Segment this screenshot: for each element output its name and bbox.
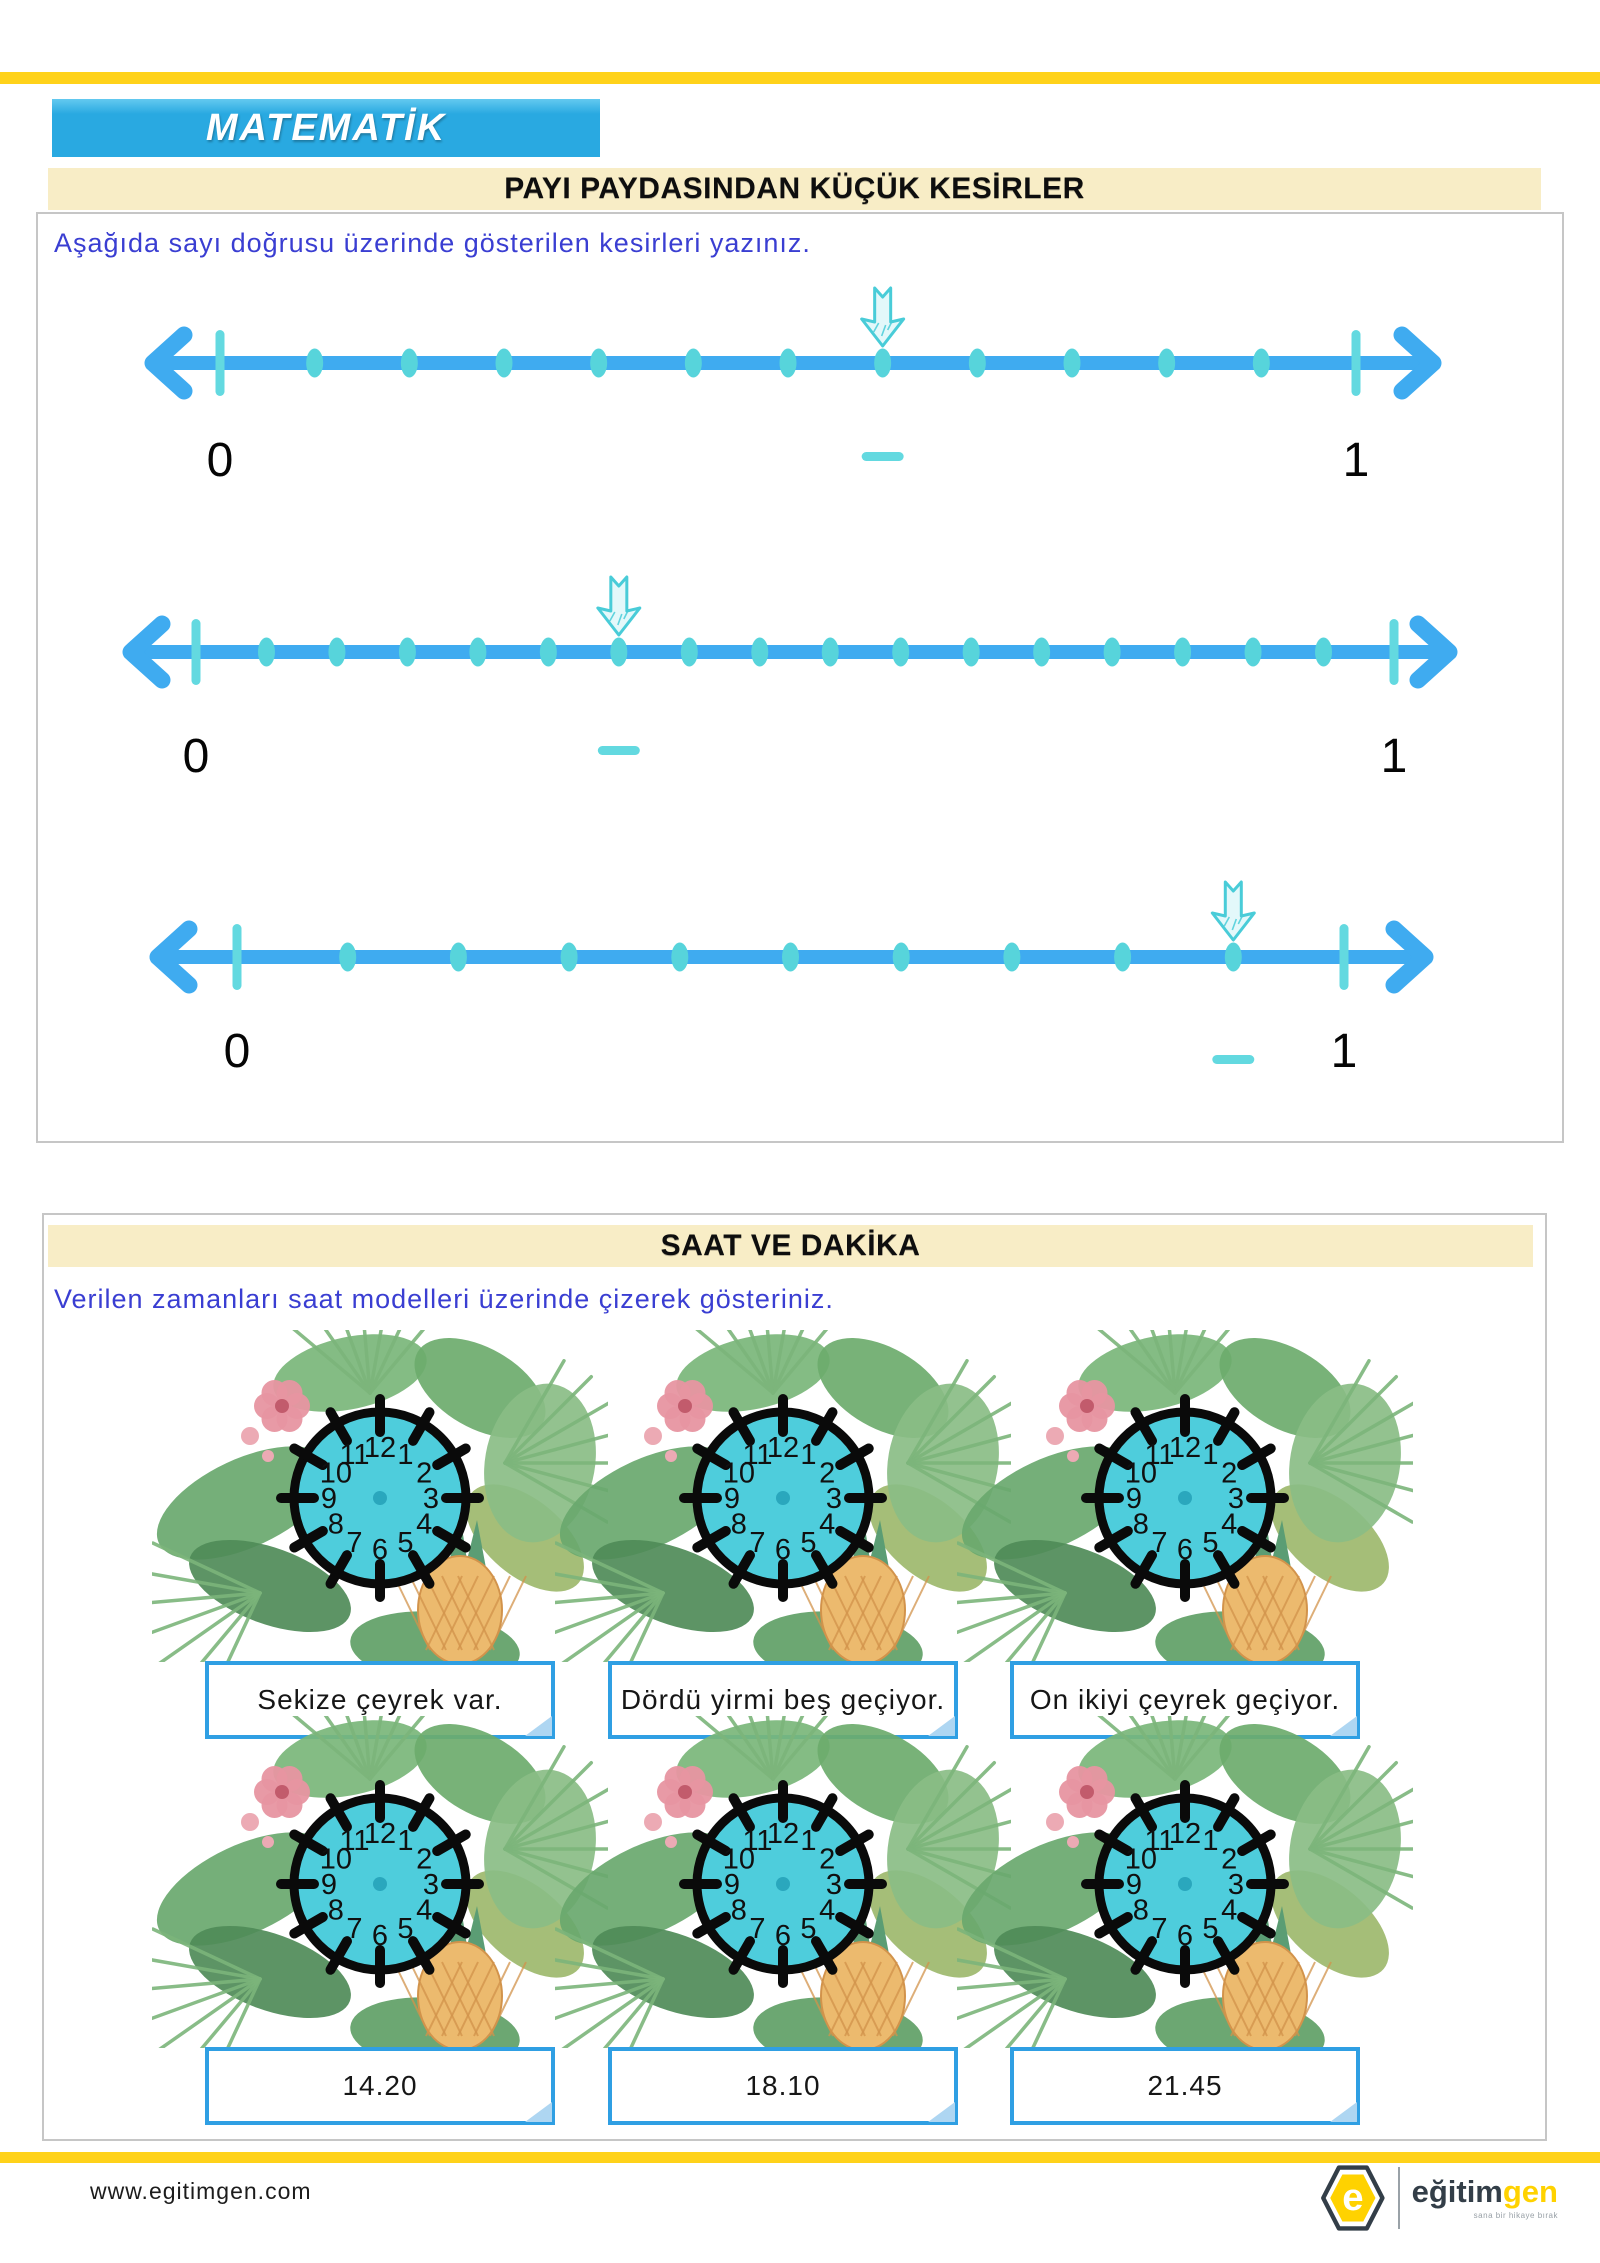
clock-center-dot: [373, 1491, 387, 1505]
clock-card: [957, 1716, 1413, 2128]
clock-number: 2: [416, 1843, 433, 1876]
clock-number: 10: [1124, 1457, 1157, 1490]
clock-number: 11: [339, 1438, 370, 1471]
flower-center-art: [678, 1399, 692, 1413]
clock-number: 1: [1202, 1438, 1219, 1471]
clock-label-text: Sekize çeyrek var.: [257, 1684, 503, 1715]
flower-center-art: [1080, 1399, 1094, 1413]
division-dot: [1033, 638, 1050, 667]
clock-number: 1: [1202, 1824, 1219, 1857]
clock-number: 3: [825, 1483, 843, 1515]
clock-card: [555, 1716, 1011, 2128]
division-dot: [751, 638, 768, 667]
clock-number: 4: [819, 1894, 836, 1927]
subject-badge: [52, 99, 600, 157]
clock-card: [152, 1330, 608, 1742]
division-dot: [450, 943, 467, 972]
clock-illustration: [152, 1330, 608, 1662]
clock-number: 11: [742, 1438, 773, 1471]
clock-number: 1: [800, 1824, 817, 1857]
division-dot: [874, 349, 891, 378]
marker-arrow-icon: [1212, 882, 1254, 940]
clock-number: 12: [363, 1432, 397, 1464]
clock-number: 5: [397, 1527, 414, 1560]
one-label: 1: [1330, 1025, 1358, 1078]
flower-bud-art: [1067, 1450, 1079, 1462]
flower-center-art: [275, 1399, 289, 1413]
one-label: 1: [1380, 730, 1408, 783]
clock-number: 2: [416, 1457, 433, 1490]
flower-bud-art: [241, 1813, 259, 1831]
clock-number: 8: [327, 1894, 344, 1927]
flower-bud-art: [665, 1450, 677, 1462]
clock-number: 7: [749, 1527, 766, 1560]
answer-blank: [1212, 1055, 1254, 1064]
division-dot: [685, 349, 702, 378]
clock-number: 10: [319, 1843, 352, 1876]
division-dot: [610, 638, 627, 667]
division-dot: [258, 638, 275, 667]
clock-number: 3: [1227, 1869, 1245, 1901]
clock-number: 9: [723, 1483, 741, 1515]
clock-number: 1: [800, 1438, 817, 1471]
clock-number: 4: [416, 1508, 433, 1541]
clock-number: 7: [1151, 1913, 1168, 1946]
clock-number: 10: [1124, 1843, 1157, 1876]
clock-illustration: [152, 1716, 608, 2048]
clock-number: 4: [1221, 1508, 1238, 1541]
zero-tick: [192, 619, 201, 685]
clock-number: 7: [1151, 1527, 1168, 1560]
division-dot: [963, 638, 980, 667]
clock-number: 12: [766, 1432, 800, 1464]
clock-center-dot: [776, 1877, 790, 1891]
clock-number: 1: [397, 1438, 414, 1471]
one-label: 1: [1342, 434, 1370, 487]
clock-label-text: 14.20: [342, 2070, 418, 2101]
clock-number: 11: [339, 1824, 370, 1857]
division-dot: [893, 943, 910, 972]
clock-number: 3: [422, 1869, 440, 1901]
division-dot: [401, 349, 418, 378]
clock-number: 5: [1202, 1913, 1219, 1946]
division-dot: [590, 349, 607, 378]
flower-bud-art: [262, 1450, 274, 1462]
time-section-banner: SAAT VE DAKİKA: [48, 1225, 1533, 1267]
clock-label-text: Dördü yirmi beş geçiyor.: [620, 1684, 946, 1715]
logo-word-primary: eğitim: [1411, 2174, 1503, 2209]
logo-monogram-letter: e: [1342, 2176, 1364, 2220]
logo-divider: [1398, 2167, 1400, 2229]
division-dot: [969, 349, 986, 378]
number-line-3: [0, 835, 1600, 1085]
flower-center-art: [678, 1785, 692, 1799]
egitimgen-logo: [1318, 2158, 1558, 2238]
clock-number: 4: [416, 1894, 433, 1927]
flower-center-art: [275, 1785, 289, 1799]
top-yellow-stripe: [0, 72, 1600, 84]
flower-center-art: [1080, 1785, 1094, 1799]
answer-blank: [598, 746, 640, 755]
clock-number: 8: [730, 1508, 747, 1541]
logo-tagline: sana bir hikaye bırak: [1473, 2211, 1558, 2220]
clock-center-dot: [776, 1491, 790, 1505]
clock-label-text: 18.10: [745, 2070, 821, 2101]
flower-bud-art: [1046, 1813, 1064, 1831]
clock-number: 4: [1221, 1894, 1238, 1927]
division-dot: [1225, 943, 1242, 972]
flower-bud-art: [665, 1836, 677, 1848]
clock-number: 6: [371, 1920, 389, 1952]
division-dot: [561, 943, 578, 972]
division-dot: [1104, 638, 1121, 667]
one-tick: [1352, 330, 1361, 396]
division-dot: [780, 349, 797, 378]
clock-center-dot: [1178, 1877, 1192, 1891]
marker-arrow-icon: [862, 288, 904, 346]
division-dot: [540, 638, 557, 667]
fractions-section-banner: PAYI PAYDASINDAN KÜÇÜK KESİRLER: [48, 168, 1541, 210]
clock-label-box: [608, 2047, 958, 2125]
zero-label: 0: [182, 730, 210, 783]
flower-bud-art: [644, 1813, 662, 1831]
clock-number: 7: [346, 1913, 363, 1946]
clock-card: [152, 1716, 608, 2128]
clock-number: 12: [1168, 1432, 1202, 1464]
logo-word-accent: gen: [1502, 2174, 1558, 2209]
division-dot: [1174, 638, 1191, 667]
logo-hexagon-icon: [1318, 2157, 1388, 2239]
clock-number: 9: [723, 1869, 741, 1901]
clock-number: 6: [774, 1534, 792, 1566]
division-dot: [822, 638, 839, 667]
clock-number: 2: [1221, 1843, 1238, 1876]
clock-number: 10: [722, 1457, 755, 1490]
clock-number: 12: [766, 1818, 800, 1850]
division-dot: [1064, 349, 1081, 378]
division-dot: [1158, 349, 1175, 378]
division-dot: [782, 943, 799, 972]
zero-tick: [216, 330, 225, 396]
clock-number: 2: [819, 1843, 836, 1876]
clock-number: 5: [1202, 1527, 1219, 1560]
clock-number: 3: [825, 1869, 843, 1901]
one-tick: [1340, 924, 1349, 990]
division-dot: [328, 638, 345, 667]
division-dot: [1114, 943, 1131, 972]
division-dot: [1315, 638, 1332, 667]
division-dot: [469, 638, 486, 667]
clock-card: [957, 1330, 1413, 1742]
clock-illustration: [957, 1330, 1413, 1662]
clock-label-box: [1010, 2047, 1360, 2125]
clock-illustration: [555, 1716, 1011, 2048]
clock-label-text: 21.45: [1147, 2070, 1223, 2101]
clock-number: 6: [1176, 1534, 1194, 1566]
flower-bud-art: [1067, 1836, 1079, 1848]
clock-number: 12: [363, 1818, 397, 1850]
subject-badge-label: MATEMATİK: [205, 106, 447, 149]
clock-number: 8: [1132, 1508, 1149, 1541]
clock-number: 7: [346, 1527, 363, 1560]
clock-number: 9: [320, 1483, 338, 1515]
division-dot: [681, 638, 698, 667]
clock-number: 11: [1144, 1438, 1175, 1471]
clock-number: 3: [422, 1483, 440, 1515]
clock-number: 1: [397, 1824, 414, 1857]
division-dot: [1253, 349, 1270, 378]
division-dot: [339, 943, 356, 972]
clock-number: 7: [749, 1913, 766, 1946]
fractions-instruction: Aşağıda sayı doğrusu üzerinde gösterilen kesirleri yazınız.: [54, 228, 811, 258]
zero-label: 0: [206, 434, 234, 487]
clock-center-dot: [1178, 1491, 1192, 1505]
clock-number: 12: [1168, 1818, 1202, 1850]
clock-illustration: [555, 1330, 1011, 1662]
clock-label-box: [205, 2047, 555, 2125]
division-dot: [399, 638, 416, 667]
clock-number: 11: [1144, 1824, 1175, 1857]
clock-center-dot: [373, 1877, 387, 1891]
clock-number: 9: [1125, 1869, 1143, 1901]
clock-number: 6: [774, 1920, 792, 1952]
clock-number: 10: [722, 1843, 755, 1876]
division-dot: [1245, 638, 1262, 667]
clock-number: 4: [819, 1508, 836, 1541]
one-tick: [1390, 619, 1399, 685]
clock-number: 9: [1125, 1483, 1143, 1515]
clock-number: 10: [319, 1457, 352, 1490]
clock-number: 8: [730, 1894, 747, 1927]
flower-bud-art: [644, 1427, 662, 1445]
answer-blank: [862, 452, 904, 461]
division-dot: [892, 638, 909, 667]
marker-arrow-icon: [598, 577, 640, 635]
clock-illustration: [957, 1716, 1413, 2048]
division-dot: [496, 349, 513, 378]
clock-number: 5: [800, 1913, 817, 1946]
zero-label: 0: [223, 1025, 251, 1078]
division-dot: [1003, 943, 1020, 972]
clock-number: 6: [1176, 1920, 1194, 1952]
number-line-1: [0, 240, 1600, 490]
zero-tick: [233, 924, 242, 990]
time-instruction: Verilen zamanları saat modelleri üzerinde çizerek gösteriniz.: [54, 1284, 834, 1314]
clock-number: 6: [371, 1534, 389, 1566]
clock-number: 2: [1221, 1457, 1238, 1490]
clock-number: 8: [327, 1508, 344, 1541]
clock-number: 9: [320, 1869, 338, 1901]
clock-card: [555, 1330, 1011, 1742]
clock-label-text: On ikiyi çeyrek geçiyor.: [1029, 1684, 1341, 1715]
clock-number: 2: [819, 1457, 836, 1490]
clock-number: 8: [1132, 1894, 1149, 1927]
division-dot: [306, 349, 323, 378]
flower-bud-art: [262, 1836, 274, 1848]
clock-number: 3: [1227, 1483, 1245, 1515]
division-dot: [671, 943, 688, 972]
clock-number: 5: [800, 1527, 817, 1560]
flower-bud-art: [1046, 1427, 1064, 1445]
website-url: www.egitimgen.com: [90, 2178, 312, 2204]
clock-number: 5: [397, 1913, 414, 1946]
clock-number: 11: [742, 1824, 773, 1857]
number-line-2: [0, 540, 1600, 790]
flower-bud-art: [241, 1427, 259, 1445]
